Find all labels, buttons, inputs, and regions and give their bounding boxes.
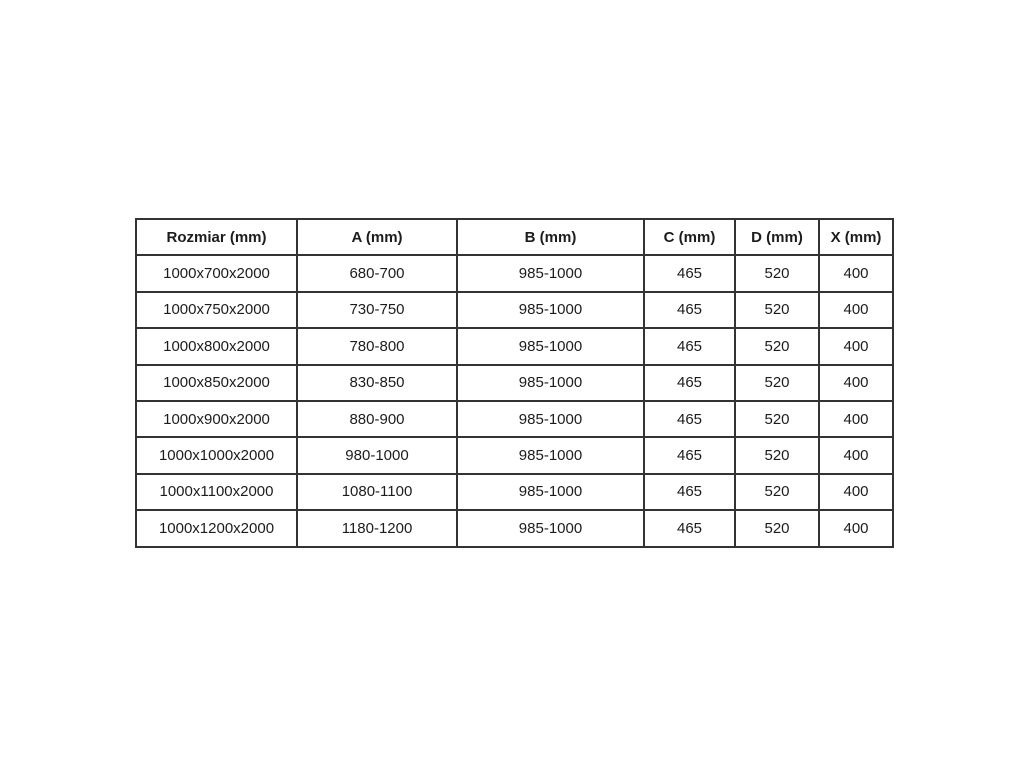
table-cell: 680-700 bbox=[297, 255, 457, 291]
table-row bbox=[136, 292, 893, 328]
table-row bbox=[136, 437, 893, 473]
table-cell: 520 bbox=[735, 292, 819, 328]
table-cell: 400 bbox=[819, 510, 893, 546]
table-cell: 400 bbox=[819, 437, 893, 473]
column-header: B (mm) bbox=[457, 219, 644, 255]
table-cell: 400 bbox=[819, 365, 893, 401]
table-cell: 465 bbox=[644, 255, 735, 291]
table-cell: 980-1000 bbox=[297, 437, 457, 473]
table-cell: 880-900 bbox=[297, 401, 457, 437]
table-row bbox=[136, 510, 893, 546]
table-cell: 1000x900x2000 bbox=[136, 401, 297, 437]
column-header: X (mm) bbox=[819, 219, 893, 255]
table-cell: 465 bbox=[644, 510, 735, 546]
table-cell: 520 bbox=[735, 401, 819, 437]
table-cell: 985-1000 bbox=[457, 437, 644, 473]
size-specification-table bbox=[135, 218, 894, 548]
table-cell: 985-1000 bbox=[457, 365, 644, 401]
table-cell: 1000x850x2000 bbox=[136, 365, 297, 401]
table-cell: 465 bbox=[644, 365, 735, 401]
spec-table-body bbox=[136, 255, 893, 546]
table-cell: 1000x1200x2000 bbox=[136, 510, 297, 546]
table-cell: 520 bbox=[735, 328, 819, 364]
table-cell: 985-1000 bbox=[457, 328, 644, 364]
table-cell: 985-1000 bbox=[457, 292, 644, 328]
table-cell: 730-750 bbox=[297, 292, 457, 328]
table-cell: 1180-1200 bbox=[297, 510, 457, 546]
table-cell: 1080-1100 bbox=[297, 474, 457, 510]
table-cell: 830-850 bbox=[297, 365, 457, 401]
table-row bbox=[136, 255, 893, 291]
table-cell: 1000x1100x2000 bbox=[136, 474, 297, 510]
table-cell: 400 bbox=[819, 255, 893, 291]
table-cell: 520 bbox=[735, 474, 819, 510]
column-header: C (mm) bbox=[644, 219, 735, 255]
table-cell: 465 bbox=[644, 328, 735, 364]
table-cell: 465 bbox=[644, 437, 735, 473]
column-header: D (mm) bbox=[735, 219, 819, 255]
table-cell: 400 bbox=[819, 401, 893, 437]
table-cell: 520 bbox=[735, 255, 819, 291]
table-cell: 400 bbox=[819, 474, 893, 510]
table-cell: 985-1000 bbox=[457, 474, 644, 510]
table-cell: 985-1000 bbox=[457, 510, 644, 546]
table-cell: 465 bbox=[644, 474, 735, 510]
table-cell: 400 bbox=[819, 292, 893, 328]
table-row bbox=[136, 401, 893, 437]
table-cell: 985-1000 bbox=[457, 401, 644, 437]
table-cell: 400 bbox=[819, 328, 893, 364]
column-header: A (mm) bbox=[297, 219, 457, 255]
table-cell: 780-800 bbox=[297, 328, 457, 364]
table-cell: 985-1000 bbox=[457, 255, 644, 291]
table-cell: 465 bbox=[644, 292, 735, 328]
table-cell: 465 bbox=[644, 401, 735, 437]
table-cell: 1000x1000x2000 bbox=[136, 437, 297, 473]
table-cell: 1000x800x2000 bbox=[136, 328, 297, 364]
table-cell: 520 bbox=[735, 437, 819, 473]
table-cell: 520 bbox=[735, 365, 819, 401]
table-row bbox=[136, 365, 893, 401]
table-cell: 520 bbox=[735, 510, 819, 546]
column-header: Rozmiar (mm) bbox=[136, 219, 297, 255]
table-header-row bbox=[136, 219, 893, 255]
table-row bbox=[136, 474, 893, 510]
table-row bbox=[136, 328, 893, 364]
table-cell: 1000x700x2000 bbox=[136, 255, 297, 291]
table-cell: 1000x750x2000 bbox=[136, 292, 297, 328]
